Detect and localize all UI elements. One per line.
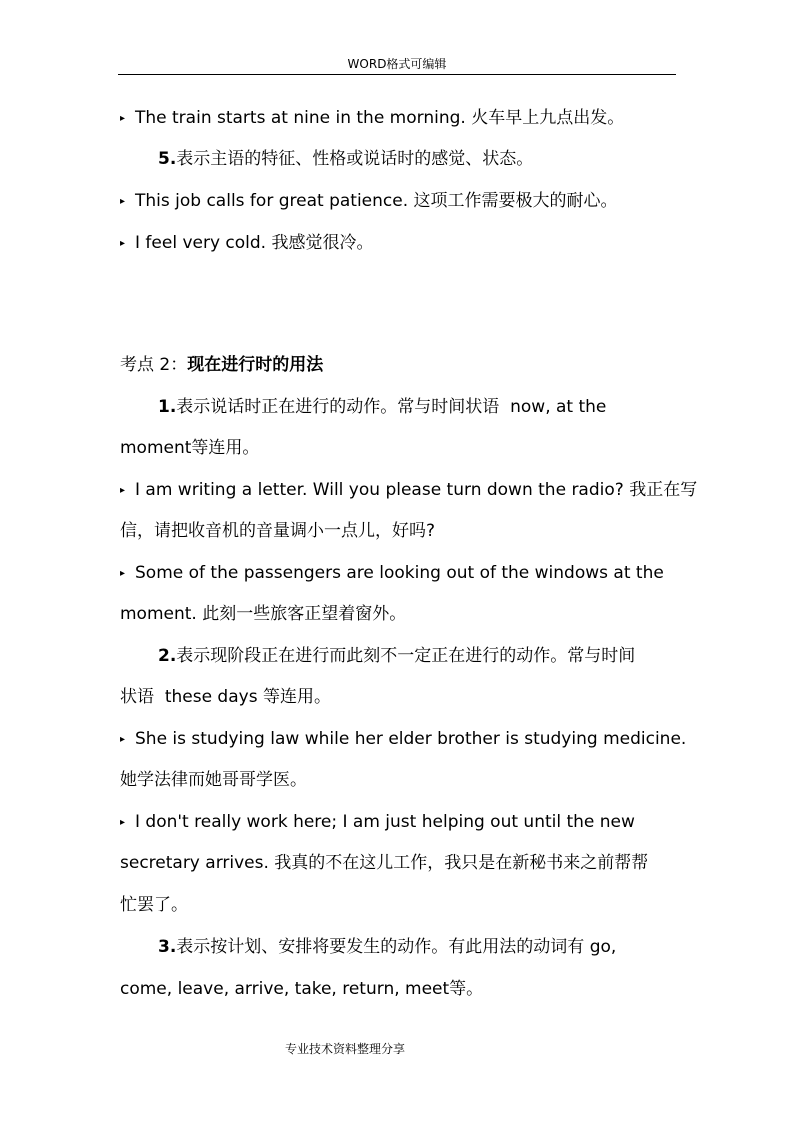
point-3-cont bbox=[120, 977, 483, 1001]
bullet-icon: ▸ bbox=[120, 568, 126, 579]
bullet-icon: ▸ bbox=[120, 734, 126, 745]
point-text: 表示现阶段正在进行而此刻不一定正在进行的动作。常与时间 bbox=[176, 646, 636, 666]
example-passengers-cont bbox=[120, 602, 406, 626]
point-2 bbox=[158, 644, 635, 668]
example-en: Some of the passengers are looking out of the windows at the bbox=[135, 563, 664, 583]
example-en: The train starts at nine in the morning. bbox=[135, 108, 466, 128]
example-cold bbox=[120, 231, 374, 256]
bullet-icon: ▸ bbox=[120, 196, 126, 207]
point-text: 表示按计划、安排将要发生的动作。有此用法的动词有 bbox=[176, 937, 585, 957]
example-en: This job calls for great patience. bbox=[135, 191, 409, 211]
point-text-end: 等。 bbox=[449, 979, 484, 999]
bullet-icon: ▸ bbox=[120, 485, 126, 496]
example-en: secretary arrives. bbox=[120, 853, 269, 873]
example-train bbox=[120, 106, 624, 131]
point-1 bbox=[158, 395, 606, 419]
point-text: 表示主语的特征、性格或说话时的感觉、状态。 bbox=[176, 149, 534, 169]
point-number: 2. bbox=[158, 646, 177, 666]
example-zh: 我真的不在这儿工作，我只是在新秘书来之前帮帮 bbox=[274, 853, 649, 873]
example-zh: 信，请把收音机的音量调小一点儿，好吗? bbox=[120, 521, 436, 541]
example-en: I am writing a letter. Will you please turn down the radio? bbox=[135, 480, 624, 500]
point-words: go, bbox=[589, 937, 617, 957]
header-divider bbox=[118, 74, 676, 75]
section-heading bbox=[120, 353, 323, 377]
point-3 bbox=[158, 935, 616, 959]
example-letter bbox=[120, 478, 697, 503]
point-words: these days bbox=[164, 687, 258, 707]
page-header: WORD格式可编辑 bbox=[347, 57, 447, 71]
point-number: 5. bbox=[158, 149, 177, 169]
point-words: now, at the bbox=[510, 397, 607, 417]
section-title: 现在进行时的用法 bbox=[187, 355, 324, 375]
example-en: I feel very cold. bbox=[135, 233, 267, 253]
example-zh: 忙罢了。 bbox=[120, 895, 188, 915]
example-zh: 她学法律而她哥哥学医。 bbox=[120, 770, 307, 790]
example-work-cont-2 bbox=[120, 893, 188, 917]
point-text-end: 等连用。 bbox=[191, 438, 260, 458]
point-1-cont bbox=[120, 436, 259, 460]
example-en: She is studying law while her elder brother is studying medicine. bbox=[135, 729, 687, 749]
point-words: come, leave, arrive, take, return, meet bbox=[120, 979, 450, 999]
example-zh: 这项工作需要极大的耐心。 bbox=[413, 191, 618, 211]
point-number: 3. bbox=[158, 937, 177, 957]
example-letter-cont bbox=[120, 519, 435, 543]
page-footer: 专业技术资料整理分享 bbox=[285, 1042, 406, 1056]
point-text-end: 等连用。 bbox=[262, 687, 331, 707]
example-job bbox=[120, 189, 618, 214]
example-en: I don't really work here; I am just helping out until the new bbox=[135, 812, 635, 832]
point-5 bbox=[158, 147, 533, 171]
example-zh: 我感觉很冷。 bbox=[271, 233, 374, 253]
example-passengers bbox=[120, 561, 664, 586]
bullet-icon: ▸ bbox=[120, 817, 126, 828]
example-work-cont bbox=[120, 851, 648, 875]
example-zh: 此刻一些旅客正望着窗外。 bbox=[202, 604, 407, 624]
example-en: moment. bbox=[120, 604, 197, 624]
point-2-cont bbox=[120, 685, 331, 709]
example-work bbox=[120, 810, 635, 835]
point-text: 状语 bbox=[120, 687, 154, 707]
bullet-icon: ▸ bbox=[120, 113, 126, 124]
point-number: 1. bbox=[158, 397, 177, 417]
example-zh: 我正在写 bbox=[629, 480, 698, 500]
section-label: 考点 2： bbox=[120, 355, 188, 375]
point-text: 表示说话时正在进行的动作。常与时间状语 bbox=[176, 397, 500, 417]
example-law bbox=[120, 727, 686, 752]
point-words: moment bbox=[120, 438, 192, 458]
bullet-icon: ▸ bbox=[120, 238, 126, 249]
example-zh: 火车早上九点出发。 bbox=[471, 108, 625, 128]
example-law-cont bbox=[120, 768, 307, 792]
